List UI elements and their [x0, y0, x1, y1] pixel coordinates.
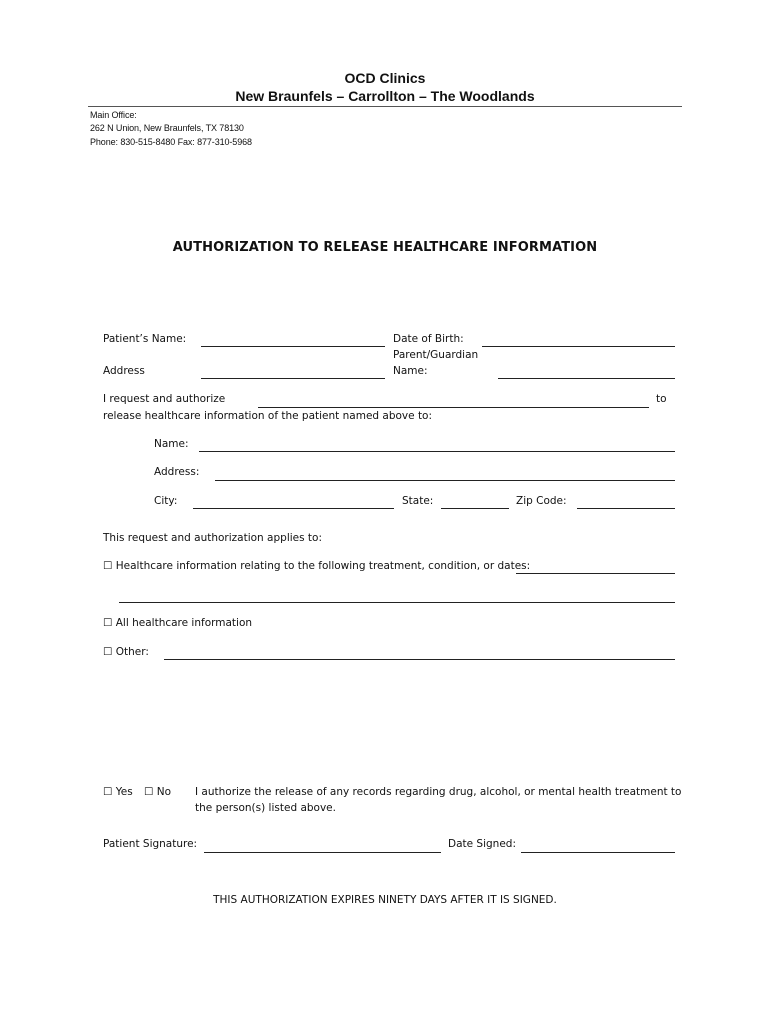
- other-checkbox-option[interactable]: ☐ Other:: [103, 646, 149, 658]
- recipient-zip-label: Zip Code:: [516, 495, 567, 507]
- patient-name-label: Patient’s Name:: [103, 333, 187, 345]
- clinic-name: OCD Clinics: [344, 70, 426, 86]
- recipient-address-label: Address:: [154, 466, 200, 478]
- expiration-notice: THIS AUTHORIZATION EXPIRES NINETY DAYS AFTER IT IS SIGNED.: [213, 894, 557, 906]
- office-label: Main Office:: [90, 110, 137, 120]
- patient-name-field[interactable]: [201, 346, 385, 347]
- treatment-details-field-continued[interactable]: [119, 602, 675, 603]
- patient-address-field[interactable]: [201, 378, 385, 379]
- recipient-city-label: City:: [154, 495, 178, 507]
- to-label: to: [656, 393, 667, 405]
- header-divider: [88, 106, 682, 107]
- page-title: AUTHORIZATION TO RELEASE HEALTHCARE INFORMATION: [172, 240, 598, 255]
- other-details-field[interactable]: [164, 659, 675, 660]
- authorized-party-field[interactable]: [258, 407, 649, 408]
- recipient-name-label: Name:: [154, 438, 189, 450]
- consent-text-line2: the person(s) listed above.: [195, 802, 336, 814]
- yes-checkbox[interactable]: ☐ Yes: [103, 786, 133, 798]
- treatment-details-field[interactable]: [516, 573, 675, 574]
- patient-signature-field[interactable]: [204, 852, 441, 853]
- applies-intro: This request and authorization applies to:: [103, 532, 322, 544]
- recipient-city-field[interactable]: [193, 508, 394, 509]
- dob-field[interactable]: [482, 346, 675, 347]
- date-signed-field[interactable]: [521, 852, 675, 853]
- patient-signature-label: Patient Signature:: [103, 838, 198, 850]
- consent-text-line1: I authorize the release of any records regarding drug, alcohol, or mental health treatment to: [195, 786, 682, 798]
- guardian-name-field[interactable]: [498, 378, 675, 379]
- all-info-checkbox-option[interactable]: ☐ All healthcare information: [103, 617, 253, 629]
- request-authorize-label: I request and authorize: [103, 393, 226, 405]
- recipient-address-field[interactable]: [215, 480, 675, 481]
- treatment-checkbox-option[interactable]: ☐ Healthcare information relating to the following treatment, condition, or dates:: [103, 560, 531, 572]
- recipient-zip-field[interactable]: [577, 508, 675, 509]
- guardian-label-line2: Name:: [393, 365, 428, 377]
- recipient-name-field[interactable]: [199, 451, 675, 452]
- clinic-locations: New Braunfels – Carrollton – The Woodlands: [235, 88, 535, 104]
- no-checkbox[interactable]: ☐ No: [144, 786, 172, 798]
- guardian-label-line1: Parent/Guardian: [393, 349, 479, 361]
- dob-label: Date of Birth:: [393, 333, 464, 345]
- office-phone-fax: Phone: 830-515-8480 Fax: 877-310-5968: [90, 137, 252, 147]
- date-signed-label: Date Signed:: [448, 838, 516, 850]
- patient-address-label: Address: [103, 365, 145, 377]
- release-text: release healthcare information of the patient named above to:: [103, 410, 433, 422]
- recipient-state-label: State:: [402, 495, 434, 507]
- recipient-state-field[interactable]: [441, 508, 509, 509]
- office-address: 262 N Union, New Braunfels, TX 78130: [90, 123, 244, 133]
